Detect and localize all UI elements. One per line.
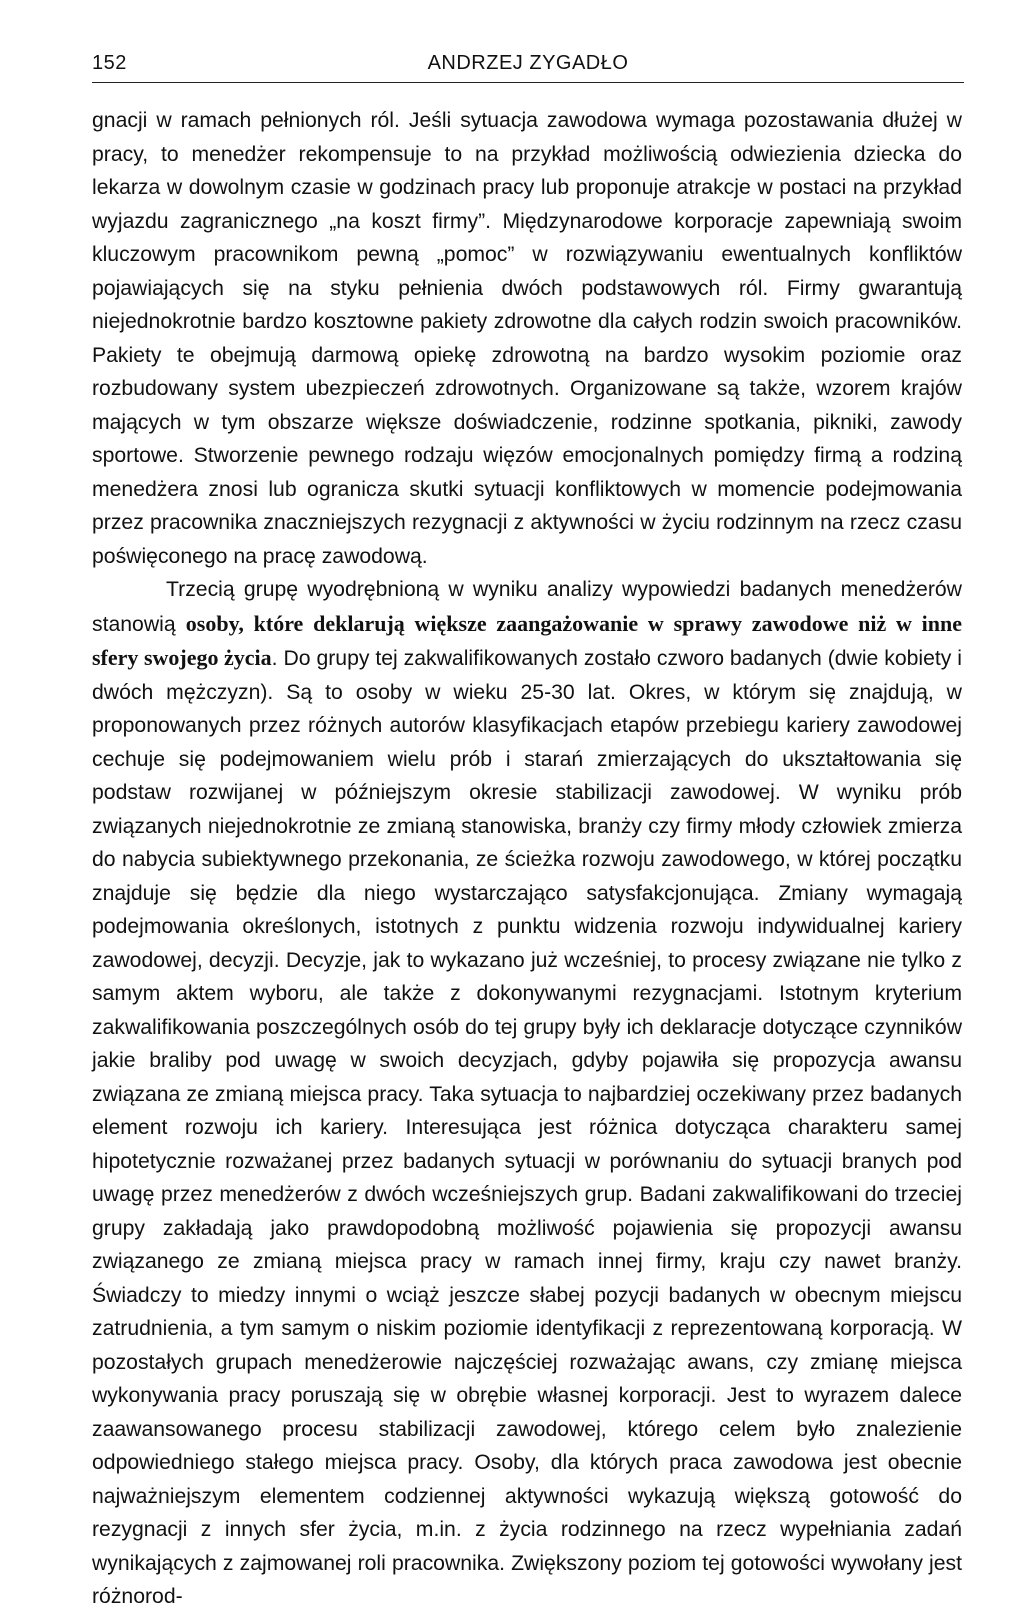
page-header [92, 52, 964, 83]
paragraph-bold-phrase: osoby, które deklarują większe zaangażowanie w sprawy zawodowe niż w inne sfery swojego życia [92, 610, 962, 670]
body-text [92, 104, 962, 1614]
paragraph-rest: . Do grupy tej zakwalifikowanych zostało czworo badanych (dwie kobiety i dwóch mężczyzn). Są to osoby w wieku 25-30 lat. Okres, w którym się znajdują, w proponowanych przez różnych autorów klasyfikacjach etapów przebiegu kariery zawodowej cechuje się podejmowaniem wielu prób i starań zmierzających do ukształtowania się podstaw rozwijanej w późniejszym okresie stabilizacji zawodowej. W wyniku prób związanych niejednokrotnie ze zmianą stanowiska, branży czy firmy młody człowiek zmierza do nabycia subiektywnego przekonania, ze ścieżka rozwoju zawodowego, w której początku znajduje się będzie dla niego wystarczająco satysfakcjonująca. Zmiany wymagają podejmowania określonych, istotnych z punktu widzenia rozwoju indywidualnej kariery zawodowej, decyzji. Decyzje, jak to wykazano już wcześniej, to procesy związane nie tylko z samym aktem wyboru, ale także z dokonywanymi rezygnacjami. Istotnym kryterium zakwalifikowania poszczególnych osób do tej grupy były ich deklaracje dotyczące czynników jakie braliby pod uwagę w swoich decyzjach, gdyby pojawiła się propozycja awansu związana ze zmianą miejsca pracy. Taka sytuacja to najbardziej oczekiwany przez badanych element rozwoju ich kariery. Interesująca jest różnica dotycząca charakteru samej hipotetycznie rozważanej przez badanych sytuacji w porównaniu do sytuacji branych pod uwagę przez menedżerów z dwóch wcześniejszych grup. Badani zakwalifikowani do trzeciej grupy zakładają jako prawdopodobną możliwość pojawienia się propozycji awansu związanego ze zmianą miejsca pracy w ramach innej firmy, kraju czy nawet branży. Świadczy to miedzy innymi o wciąż jeszcze słabej pozycji badanych w obecnym miejscu zatrudnienia, a tym samym o niskim poziomie identyfikacji z reprezentowaną korporacją. W pozostałych grupach menedżerowie najczęściej rozważając awans, czy zmianę miejsca wykonywania pracy poruszają się w obrębie własnej korporacji. Jest to wyrazem dalece zaawansowanego procesu stabilizacji zawodowej, którego celem było znalezienie odpowiedniego stałego miejsca pracy. Osoby, dla których praca zawodowa jest obecnie najważniejszym elementem codziennej aktywności wykazują większą gotowość do rezygnacji z innych sfer życia, m.in. z życia rodzinnego na rzecz wypełniania zadań wynikających z zajmowanej roli pracownika. Zwiększony poziom tej gotowości wywołany jest różnorod- [92, 647, 962, 1608]
page-number: 152 [92, 52, 127, 74]
paragraph-continuation: gnacji w ramach pełnionych ról. Jeśli sytuacja zawodowa wymaga pozostawania dłużej w pracy, to menedżer rekompensuje to na przykład możliwością odwiezienia dziecka do lekarza w dowolnym czasie w godzinach pracy lub proponuje atrakcje w postaci na przykład wyjazdu zagranicznego „na koszt firmy”. Międzynarodowe korporacje zapewniają swoim kluczowym pracownikom pewną „pomoc” w rozwiązywaniu ewentualnych konfliktów pojawiających się na styku pełnienia dwóch podstawowych ról. Firmy gwarantują niejednokrotnie bardzo kosztowne pakiety zdrowotne dla całych rodzin swoich pracowników. Pakiety te obejmują darmową opiekę zdrowotną na bardzo wysokim poziomie oraz rozbudowany system ubezpieczeń zdrowotnych. Organizowane są także, wzorem krajów mających w tym obszarze większe doświadczenie, rodzinne spotkania, pikniki, zawody sportowe. Stworzenie pewnego rodzaju więzów emocjonalnych pomiędzy firmą a rodziną menedżera znosi lub ogranicza skutki sytuacji konfliktowych w momencie podejmowania przez pracownika znaczniejszych rezygnacji z aktywności w życiu rodzinnym na rzecz czasu poświęconego na pracę zawodową. [92, 109, 962, 568]
paragraph-lead: Trzecią grupę wyodrębnioną w wyniku analizy wypowiedzi badanych menedżerów stanowią [92, 578, 962, 636]
paragraph-third-group [92, 573, 962, 1614]
running-head: ANDRZEJ ZYGADŁO [427, 52, 629, 74]
